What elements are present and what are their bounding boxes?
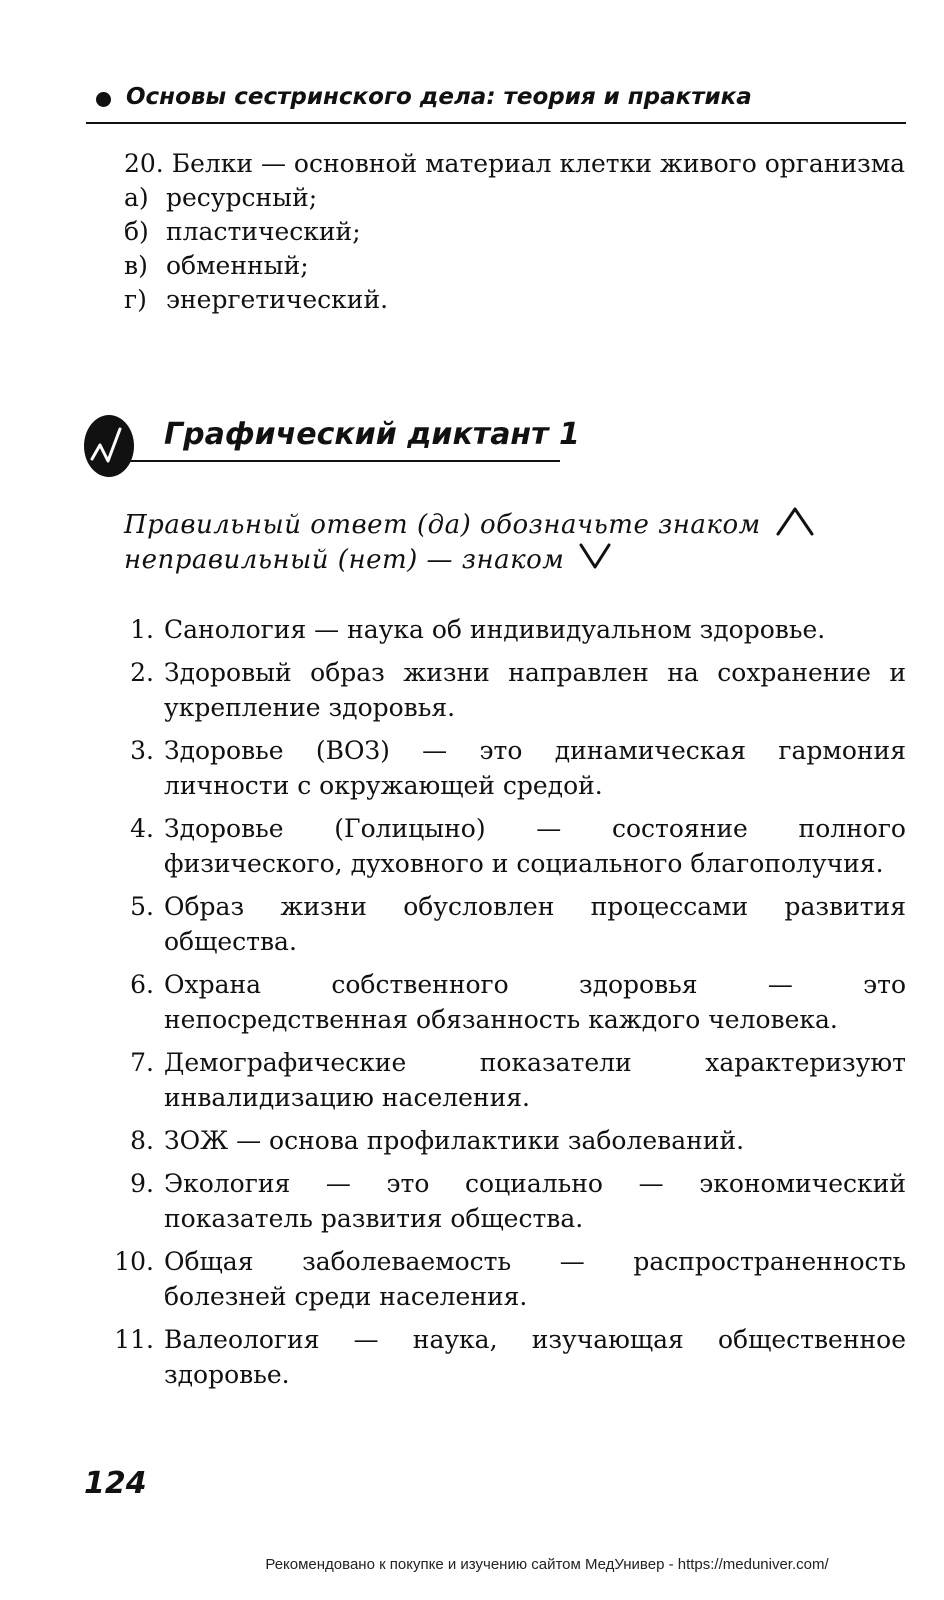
list-item (96, 967, 906, 1037)
item-text: Здоровье (ВОЗ) — это динамическая гармония личности с окружающей средой. (164, 736, 906, 800)
instruction-line-no (124, 542, 844, 578)
item-number: 2. (130, 658, 154, 687)
running-header (86, 82, 906, 124)
section-underline (124, 460, 560, 462)
option-c (124, 249, 906, 283)
option-letter: в) (124, 251, 148, 280)
list-item (96, 1244, 906, 1314)
list-item (96, 655, 906, 725)
option-a (124, 181, 906, 215)
option-text: обменный; (166, 251, 309, 280)
item-number: 6. (130, 970, 154, 999)
list-item (96, 733, 906, 803)
item-number: 8. (130, 1126, 154, 1155)
question-20 (84, 147, 906, 317)
section-title: Графический диктант 1 (164, 417, 580, 452)
bullet-icon (96, 92, 111, 107)
instruction-line-yes (124, 506, 844, 542)
list-item (96, 1123, 906, 1158)
item-number: 3. (130, 736, 154, 765)
option-d (124, 283, 906, 317)
item-text: Здоровый образ жизни направлен на сохранение и укрепление здоровья. (164, 658, 906, 722)
option-text: энергетический. (166, 285, 389, 314)
item-number: 7. (130, 1048, 154, 1077)
item-text: Санология — наука об индивидуальном здоровье. (164, 615, 826, 644)
list-item (96, 1045, 906, 1115)
item-text: Общая заболеваемость — распространенность болезней среди населения. (164, 1247, 906, 1311)
instructions (124, 506, 844, 578)
option-text: ресурсный; (166, 183, 318, 212)
option-letter: г) (124, 285, 147, 314)
list-item (96, 612, 906, 647)
item-text: Здоровье (Голицыно) — состояние полного физического, духовного и социального благополучия. (164, 814, 906, 878)
item-number: 4. (130, 814, 154, 843)
option-b (124, 215, 906, 249)
option-text: пластический; (166, 217, 361, 246)
page-number: 124 (84, 1466, 147, 1501)
instruction-text: Правильный ответ (да) обозначьте знаком (124, 510, 761, 540)
statement-list (96, 612, 906, 1400)
list-item (96, 1322, 906, 1392)
caret-down-icon (578, 542, 612, 580)
list-item (96, 811, 906, 881)
question-stem: 20. Белки — основной материал клетки живого организма (124, 149, 906, 178)
item-text: Валеология — наука, изучающая общественное здоровье. (164, 1325, 906, 1389)
caret-up-icon (775, 506, 815, 546)
instruction-text: неправильный (нет) — знаком (124, 545, 565, 575)
option-letter: б) (124, 217, 149, 246)
item-text: Образ жизни обусловлен процессами развития общества. (164, 892, 906, 956)
footer-note: Рекомендовано к покупке и изучению сайтом МедУнивер - https://meduniver.com/ (265, 1556, 829, 1573)
item-number: 11. (114, 1325, 154, 1354)
item-number: 9. (130, 1169, 154, 1198)
item-number: 5. (130, 892, 154, 921)
option-letter: а) (124, 183, 149, 212)
section-heading (84, 415, 580, 475)
list-item (96, 889, 906, 959)
item-text: Экология — это социально — экономический показатель развития общества. (164, 1169, 906, 1233)
item-text: ЗОЖ — основа профилактики заболеваний. (164, 1126, 745, 1155)
dictation-icon (84, 415, 134, 477)
item-text: Демографические показатели характеризуют инвалидизацию населения. (164, 1048, 906, 1112)
item-number: 10. (114, 1247, 154, 1276)
item-text: Охрана собственного здоровья — это непосредственная обязанность каждого человека. (164, 970, 906, 1034)
header-title: Основы сестринского дела: теория и практика (126, 84, 752, 110)
list-item (96, 1166, 906, 1236)
item-number: 1. (130, 615, 154, 644)
